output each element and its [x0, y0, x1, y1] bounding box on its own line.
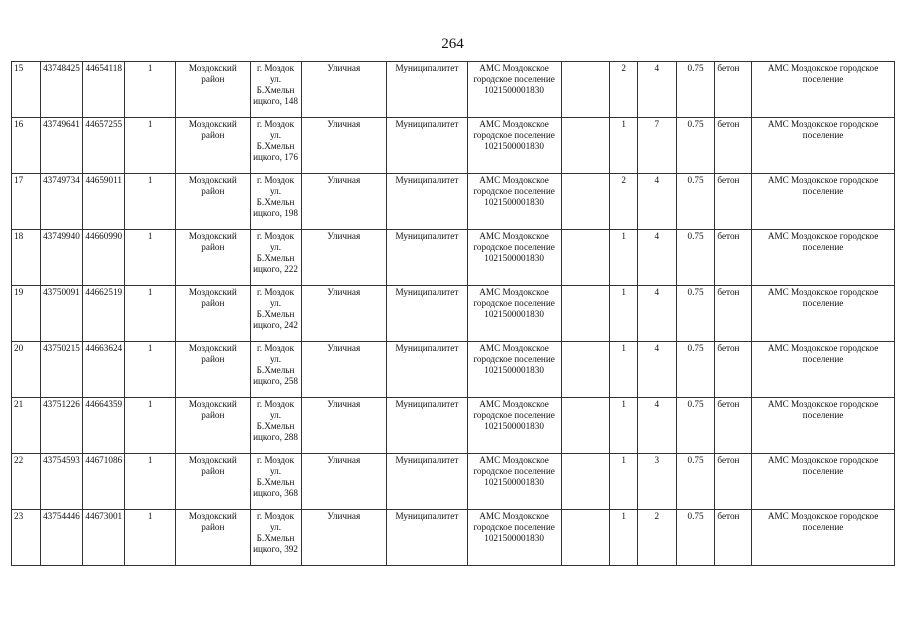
address-cell: г. Моздок ул. Б.Хмельн ицкого, 242 [250, 286, 301, 342]
organization-cell: АМС Моздокское городское поселение 1021500001830 [467, 342, 561, 398]
ownership-cell: Муниципалитет [387, 398, 468, 454]
type-cell: Уличная [301, 286, 387, 342]
coord-y-cell: 44660990 [83, 230, 125, 286]
volume-cell: 0.75 [676, 510, 715, 566]
empty-cell [561, 174, 610, 230]
table-row [12, 342, 895, 398]
address-cell: г. Моздок ул. Б.Хмельн ицкого, 222 [250, 230, 301, 286]
table-row [12, 174, 895, 230]
count-b-cell: 3 [637, 454, 676, 510]
row-number-cell: 17 [12, 174, 41, 230]
count-a-cell: 2 [610, 62, 638, 118]
empty-cell [561, 454, 610, 510]
table-row [12, 286, 895, 342]
coord-y-cell: 44657255 [83, 118, 125, 174]
volume-cell: 0.75 [676, 230, 715, 286]
row-number-cell: 21 [12, 398, 41, 454]
page-number: 264 [441, 36, 464, 52]
type-cell: Уличная [301, 510, 387, 566]
address-cell: г. Моздок ул. Б.Хмельн ицкого, 148 [250, 62, 301, 118]
type-cell: Уличная [301, 230, 387, 286]
coord-y-cell: 44663624 [83, 342, 125, 398]
count-b-cell: 4 [637, 342, 676, 398]
quantity-cell: 1 [125, 398, 176, 454]
organization-cell: АМС Моздокское городское поселение 1021500001830 [467, 174, 561, 230]
material-cell: бетон [715, 62, 752, 118]
empty-cell [561, 342, 610, 398]
type-cell: Уличная [301, 174, 387, 230]
volume-cell: 0.75 [676, 286, 715, 342]
material-cell: бетон [715, 398, 752, 454]
coord-x-cell: 43750215 [40, 342, 83, 398]
ownership-cell: Муниципалитет [387, 118, 468, 174]
count-a-cell: 2 [610, 174, 638, 230]
empty-cell [561, 230, 610, 286]
coord-x-cell: 43750091 [40, 286, 83, 342]
empty-cell [561, 398, 610, 454]
coord-y-cell: 44662519 [83, 286, 125, 342]
organization-cell: АМС Моздокское городское поселение 1021500001830 [467, 510, 561, 566]
material-cell: бетон [715, 342, 752, 398]
owner-cell: АМС Моздокское городское поселение [752, 454, 895, 510]
coord-y-cell: 44664359 [83, 398, 125, 454]
count-a-cell: 1 [610, 454, 638, 510]
material-cell: бетон [715, 286, 752, 342]
material-cell: бетон [715, 118, 752, 174]
quantity-cell: 1 [125, 454, 176, 510]
type-cell: Уличная [301, 62, 387, 118]
material-cell: бетон [715, 230, 752, 286]
owner-cell: АМС Моздокское городское поселение [752, 118, 895, 174]
volume-cell: 0.75 [676, 454, 715, 510]
quantity-cell: 1 [125, 286, 176, 342]
district-cell: Моздокский район [176, 286, 250, 342]
district-cell: Моздокский район [176, 174, 250, 230]
coord-x-cell: 43754446 [40, 510, 83, 566]
row-number-cell: 18 [12, 230, 41, 286]
ownership-cell: Муниципалитет [387, 286, 468, 342]
registry-rows [12, 62, 895, 566]
empty-cell [561, 118, 610, 174]
owner-cell: АМС Моздокское городское поселение [752, 342, 895, 398]
coord-y-cell: 44671086 [83, 454, 125, 510]
row-number-cell: 23 [12, 510, 41, 566]
coord-x-cell: 43751226 [40, 398, 83, 454]
address-cell: г. Моздок ул. Б.Хмельн ицкого, 392 [250, 510, 301, 566]
address-cell: г. Моздок ул. Б.Хмельн ицкого, 258 [250, 342, 301, 398]
quantity-cell: 1 [125, 118, 176, 174]
owner-cell: АМС Моздокское городское поселение [752, 62, 895, 118]
coord-x-cell: 43749641 [40, 118, 83, 174]
volume-cell: 0.75 [676, 398, 715, 454]
coord-y-cell: 44659011 [83, 174, 125, 230]
coord-x-cell: 43749940 [40, 230, 83, 286]
count-b-cell: 4 [637, 230, 676, 286]
address-cell: г. Моздок ул. Б.Хмельн ицкого, 176 [250, 118, 301, 174]
count-a-cell: 1 [610, 118, 638, 174]
type-cell: Уличная [301, 398, 387, 454]
quantity-cell: 1 [125, 510, 176, 566]
count-b-cell: 4 [637, 174, 676, 230]
empty-cell [561, 62, 610, 118]
count-a-cell: 1 [610, 286, 638, 342]
owner-cell: АМС Моздокское городское поселение [752, 286, 895, 342]
district-cell: Моздокский район [176, 454, 250, 510]
owner-cell: АМС Моздокское городское поселение [752, 510, 895, 566]
quantity-cell: 1 [125, 174, 176, 230]
organization-cell: АМС Моздокское городское поселение 1021500001830 [467, 118, 561, 174]
coord-x-cell: 43754593 [40, 454, 83, 510]
quantity-cell: 1 [125, 342, 176, 398]
volume-cell: 0.75 [676, 62, 715, 118]
district-cell: Моздокский район [176, 342, 250, 398]
empty-cell [561, 286, 610, 342]
ownership-cell: Муниципалитет [387, 62, 468, 118]
organization-cell: АМС Моздокское городское поселение 1021500001830 [467, 398, 561, 454]
district-cell: Моздокский район [176, 510, 250, 566]
ownership-cell: Муниципалитет [387, 454, 468, 510]
coord-y-cell: 44654118 [83, 62, 125, 118]
count-a-cell: 1 [610, 230, 638, 286]
volume-cell: 0.75 [676, 342, 715, 398]
row-number-cell: 15 [12, 62, 41, 118]
count-b-cell: 7 [637, 118, 676, 174]
quantity-cell: 1 [125, 62, 176, 118]
count-b-cell: 2 [637, 510, 676, 566]
type-cell: Уличная [301, 342, 387, 398]
district-cell: Моздокский район [176, 118, 250, 174]
district-cell: Моздокский район [176, 398, 250, 454]
ownership-cell: Муниципалитет [387, 510, 468, 566]
ownership-cell: Муниципалитет [387, 342, 468, 398]
quantity-cell: 1 [125, 230, 176, 286]
empty-cell [561, 510, 610, 566]
count-b-cell: 4 [637, 62, 676, 118]
organization-cell: АМС Моздокское городское поселение 1021500001830 [467, 286, 561, 342]
owner-cell: АМС Моздокское городское поселение [752, 230, 895, 286]
material-cell: бетон [715, 454, 752, 510]
row-number-cell: 19 [12, 286, 41, 342]
count-a-cell: 1 [610, 398, 638, 454]
address-cell: г. Моздок ул. Б.Хмельн ицкого, 288 [250, 398, 301, 454]
type-cell: Уличная [301, 454, 387, 510]
count-a-cell: 1 [610, 342, 638, 398]
address-cell: г. Моздок ул. Б.Хмельн ицкого, 368 [250, 454, 301, 510]
district-cell: Моздокский район [176, 230, 250, 286]
type-cell: Уличная [301, 118, 387, 174]
ownership-cell: Муниципалитет [387, 174, 468, 230]
row-number-cell: 16 [12, 118, 41, 174]
count-a-cell: 1 [610, 510, 638, 566]
ownership-cell: Муниципалитет [387, 230, 468, 286]
address-cell: г. Моздок ул. Б.Хмельн ицкого, 198 [250, 174, 301, 230]
table-row [12, 118, 895, 174]
count-b-cell: 4 [637, 286, 676, 342]
table-row [12, 230, 895, 286]
organization-cell: АМС Моздокское городское поселение 1021500001830 [467, 230, 561, 286]
coord-x-cell: 43749734 [40, 174, 83, 230]
owner-cell: АМС Моздокское городское поселение [752, 174, 895, 230]
row-number-cell: 22 [12, 454, 41, 510]
table-row [12, 510, 895, 566]
volume-cell: 0.75 [676, 118, 715, 174]
owner-cell: АМС Моздокское городское поселение [752, 398, 895, 454]
coord-y-cell: 44673001 [83, 510, 125, 566]
coord-x-cell: 43748425 [40, 62, 83, 118]
table-row [12, 398, 895, 454]
organization-cell: АМС Моздокское городское поселение 1021500001830 [467, 62, 561, 118]
material-cell: бетон [715, 510, 752, 566]
row-number-cell: 20 [12, 342, 41, 398]
district-cell: Моздокский район [176, 62, 250, 118]
count-b-cell: 4 [637, 398, 676, 454]
table-row [12, 62, 895, 118]
table-row [12, 454, 895, 510]
material-cell: бетон [715, 174, 752, 230]
registry-table [11, 61, 895, 566]
organization-cell: АМС Моздокское городское поселение 1021500001830 [467, 454, 561, 510]
volume-cell: 0.75 [676, 174, 715, 230]
